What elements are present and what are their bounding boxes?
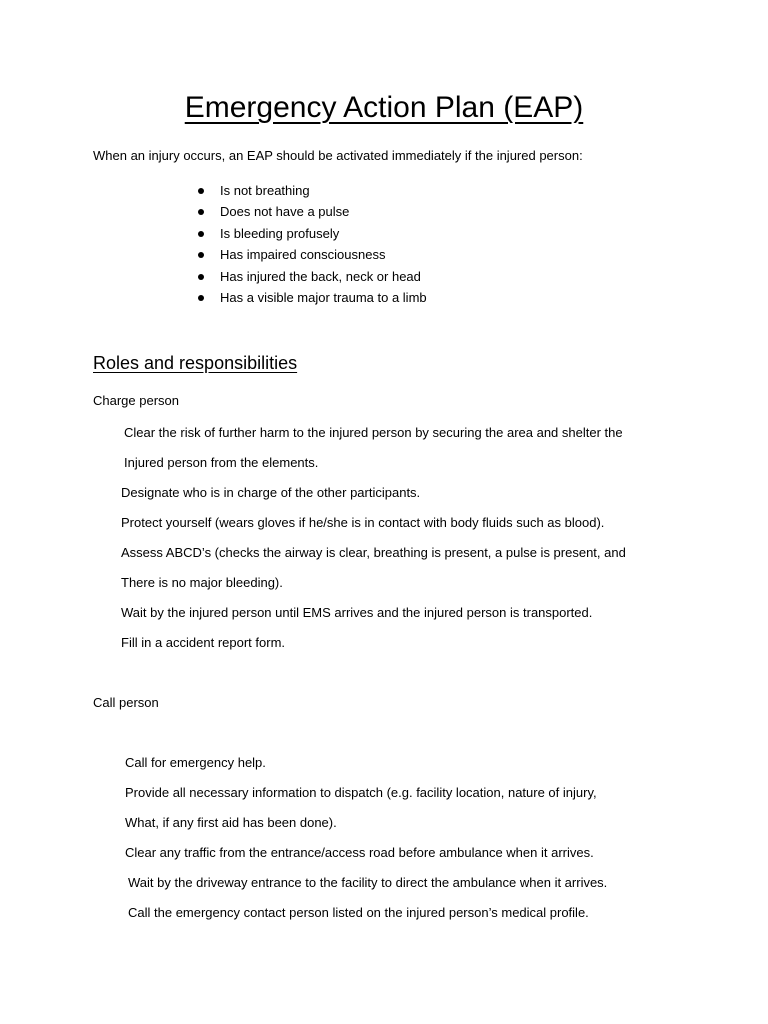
charge-person-line: Designate who is in charge of the other participants. [121,485,421,500]
call-person-line: Call the emergency contact person listed on the injured person’s medical profile. [128,905,589,920]
charge-person-line: Assess ABCD’s (checks the airway is clear, breathing is present, a pulse is present, and [121,545,626,560]
charge-person-line: There is no major bleeding). [121,575,283,590]
call-person-line: Provide all necessary information to dispatch (e.g. facility location, nature of injury, [125,785,597,800]
bullet-icon [198,252,204,258]
bullet-icon [198,231,204,237]
charge-person-line: Fill in a accident report form. [121,635,286,650]
charge-person-heading: Charge person [93,393,179,408]
list-item [194,266,427,287]
conditions-list [194,180,427,308]
condition-text: Is not breathing [220,183,310,198]
call-person-line: Wait by the driveway entrance to the facility to direct the ambulance when it arrives. [128,875,608,890]
page-title: Emergency Action Plan (EAP) [184,91,584,124]
roles-heading: Roles and responsibilities [93,353,298,373]
call-person-line: Clear any traffic from the entrance/access road before ambulance when it arrives. [125,845,594,860]
charge-person-line: Protect yourself (wears gloves if he/she is in contact with body fluids such as blood). [121,515,605,530]
list-item [194,244,427,265]
bullet-icon [198,209,204,215]
condition-text: Has impaired consciousness [220,247,386,263]
charge-person-line: Injured person from the elements. [124,455,319,470]
list-item [194,223,427,244]
charge-person-line: Wait by the injured person until EMS arrives and the injured person is transported. [121,605,593,620]
list-item [194,180,427,201]
condition-text: Does not have a pulse [220,204,350,220]
list-item [194,201,427,222]
list-item [194,287,427,308]
call-person-line: What, if any first aid has been done). [125,815,337,830]
call-person-line: Call for emergency help. [125,755,266,770]
charge-person-line: Clear the risk of further harm to the injured person by securing the area and shelter the [124,425,623,440]
condition-text: Has a visible major trauma to a limb [220,289,427,305]
bullet-icon [198,295,204,301]
condition-text: Has injured the back, neck or head [220,268,421,284]
bullet-icon [198,274,204,280]
bullet-icon [198,188,204,194]
intro-text: When an injury occurs, an EAP should be activated immediately if the injured person: [93,148,583,163]
call-person-heading: Call person [93,695,159,710]
condition-text: Is bleeding profusely [220,225,340,241]
